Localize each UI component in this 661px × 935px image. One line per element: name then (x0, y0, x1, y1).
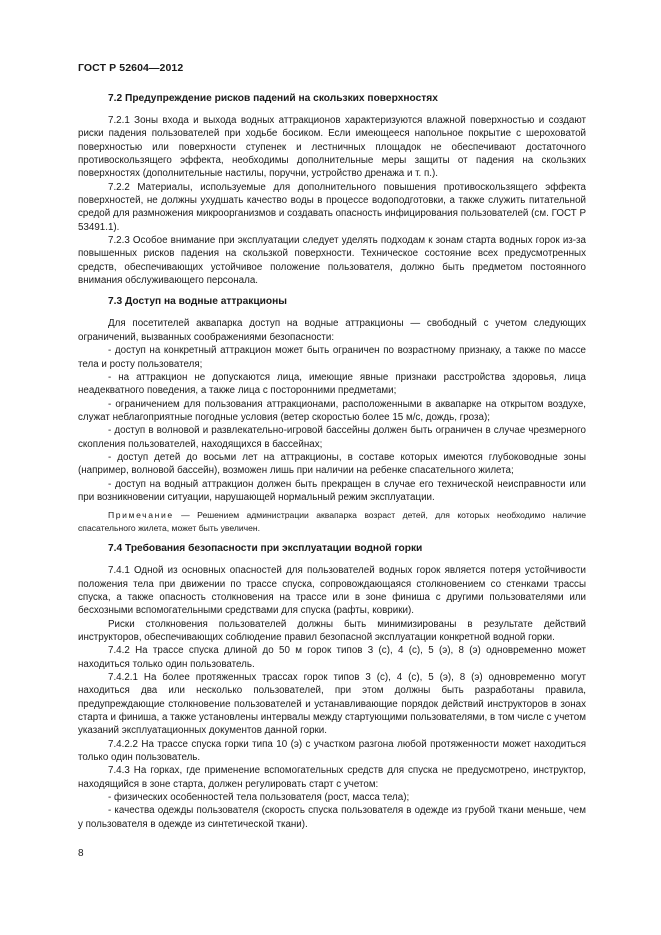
paragraph: 7.4.2.2 На трассе спуска горки типа 10 (э) с участком разгона любой протяженности может находиться только один пользователь. (78, 738, 586, 764)
page-number: 8 (78, 848, 84, 859)
list-item: - доступ в волновой и развлекательно-игровой бассейны должен быть ограничен в случае чрезмерного скопления пользователей, находящихся в бассейнах; (78, 425, 586, 450)
document-header: ГОСТ Р 52604—2012 (78, 62, 184, 74)
paragraph: 7.4.2.1 На более протяженных трассах горок типов 3 (с), 4 (с), 5 (э), 8 (э) одновременно могут находиться два или несколько пользователей, при этом должны быть разработаны правила, предупреждающие столкновение пользователей и устанавливающие порядок действий инструкторов в зонах старта и финиша, а также установлены интервалы между стартующими пользователями, в том числе с учетом указаний эксплуатационных документов данной горки. (78, 672, 586, 737)
section-7-3 (78, 295, 586, 534)
list-item: - доступ на конкретный аттракцион может быть ограничен по возрастному признаку, а также по массе тела и росту пользователя; (78, 345, 586, 370)
note (78, 509, 586, 534)
list-item: - на аттракцион не допускаются лица, имеющие явные признаки расстройства здоровья, лица неадекватного поведения, а также лица с посторонними предметами; (78, 371, 586, 397)
list-item: - доступ детей до восьми лет на аттракционы, в составе которых имеются глубоководные зоны (например, волновой бассейн), возможен лишь при наличии на ребенке спасательного жилета; (78, 451, 586, 477)
paragraph: 7.2.1 Зоны входа и выхода водных аттракционов характеризуются влажной поверхностью и создают риски падения пользователей при ходьбе босиком. Если имеющееся напольное покрытие с шероховатой поверхностью или поверхности ступенек и лестничных площадок не обеспечивают достаточного противоскользящего эффекта, необходимы дополнительные меры защиты от падения на скользких поверхностях (дополнительные настилы, поручни, устройство дренажа и т. п.). (78, 115, 586, 180)
paragraph: 7.4.3 На горках, где применение вспомогательных средств для спуска не предусмотрено, инструктор, находящийся в зоне старта, должен регулировать старт с учетом: (78, 765, 586, 790)
paragraph: 7.2.3 Особое внимание при эксплуатации следует уделять подходам к зонам старта водных горок из-за повышенных рисков падения на скользкой поверхности. Техническое состояние всех предусмотренных средств, обеспечивающих устойчивое положение пользователя, должно быть предметом постоянного внимания обслуживающего персонала. (78, 235, 586, 287)
paragraph: Риски столкновения пользователей должны быть минимизированы в результате действий инструкторов, обеспечивающих соблюдение правил безопасной эксплуатации конкретной водной горки. (78, 618, 586, 643)
paragraph: 7.4.2 На трассе спуска длиной до 50 м горок типов 3 (с), 4 (с), 5 (э), 8 (э) одновременно может находиться только один пользователь. (78, 645, 586, 670)
note-text: — Решением администрации аквапарка возраст детей, для которых необходимо наличие спасательного жилета, может быть увеличен. (78, 510, 587, 533)
document-body (78, 92, 586, 831)
section-title: 7.3 Доступ на водные аттракционы (108, 296, 287, 308)
section-title: 7.4 Требования безопасности при эксплуатации водной горки (108, 543, 423, 555)
list-item: - ограничением для пользования аттракционами, расположенными в аквапарке на открытом воздухе, служат неблагоприятные погодные условия (ветер скоростью более 15 м/с, дождь, гроза); (78, 398, 586, 423)
paragraph: 7.2.2 Материалы, используемые для дополнительного повышения противоскользящего эффекта поверхностей, не должны ухудшать качество воды в процессе водоподготовки, а также служить питательной средой для размножения микроорганизмов и создавать опасность инфицирования пользователей (см. ГОСТ Р 53491.1). (78, 181, 586, 233)
section-7-4 (78, 542, 586, 831)
list-item: - доступ на водный аттракцион должен быть прекращен в случае его технической неисправности или при возникновении ситуации, нарушающей нормальный режим эксплуатации. (78, 478, 586, 503)
list-item: - качества одежды пользователя (скорость спуска пользователя в одежде из грубой ткани меньше, чем у пользователя в одежде из синтетической ткани). (78, 805, 586, 830)
list-item: - физических особенностей тела пользователя (рост, масса тела); (108, 792, 410, 804)
section-7-2 (78, 92, 586, 287)
note-label: Примечание (108, 510, 174, 521)
section-title: 7.2 Предупреждение рисков падений на скользких поверхностях (108, 93, 438, 104)
paragraph: Для посетителей аквапарка доступ на водные аттракционы — свободный с учетом следующих ограничений, вызванных соображениями безопасности: (78, 318, 586, 343)
paragraph: 7.4.1 Одной из основных опасностей для пользователей водных горок является потеря устойчивости положения тела при движении по трассе спуска, сопровождающаяся столкновением со стенками трассы спуска, а также опасность столкновения на трассе или в зоне финиша с другими пользователями или бесхозными вспомогательными средствами для спуска (рафты, коврики). (78, 565, 586, 617)
